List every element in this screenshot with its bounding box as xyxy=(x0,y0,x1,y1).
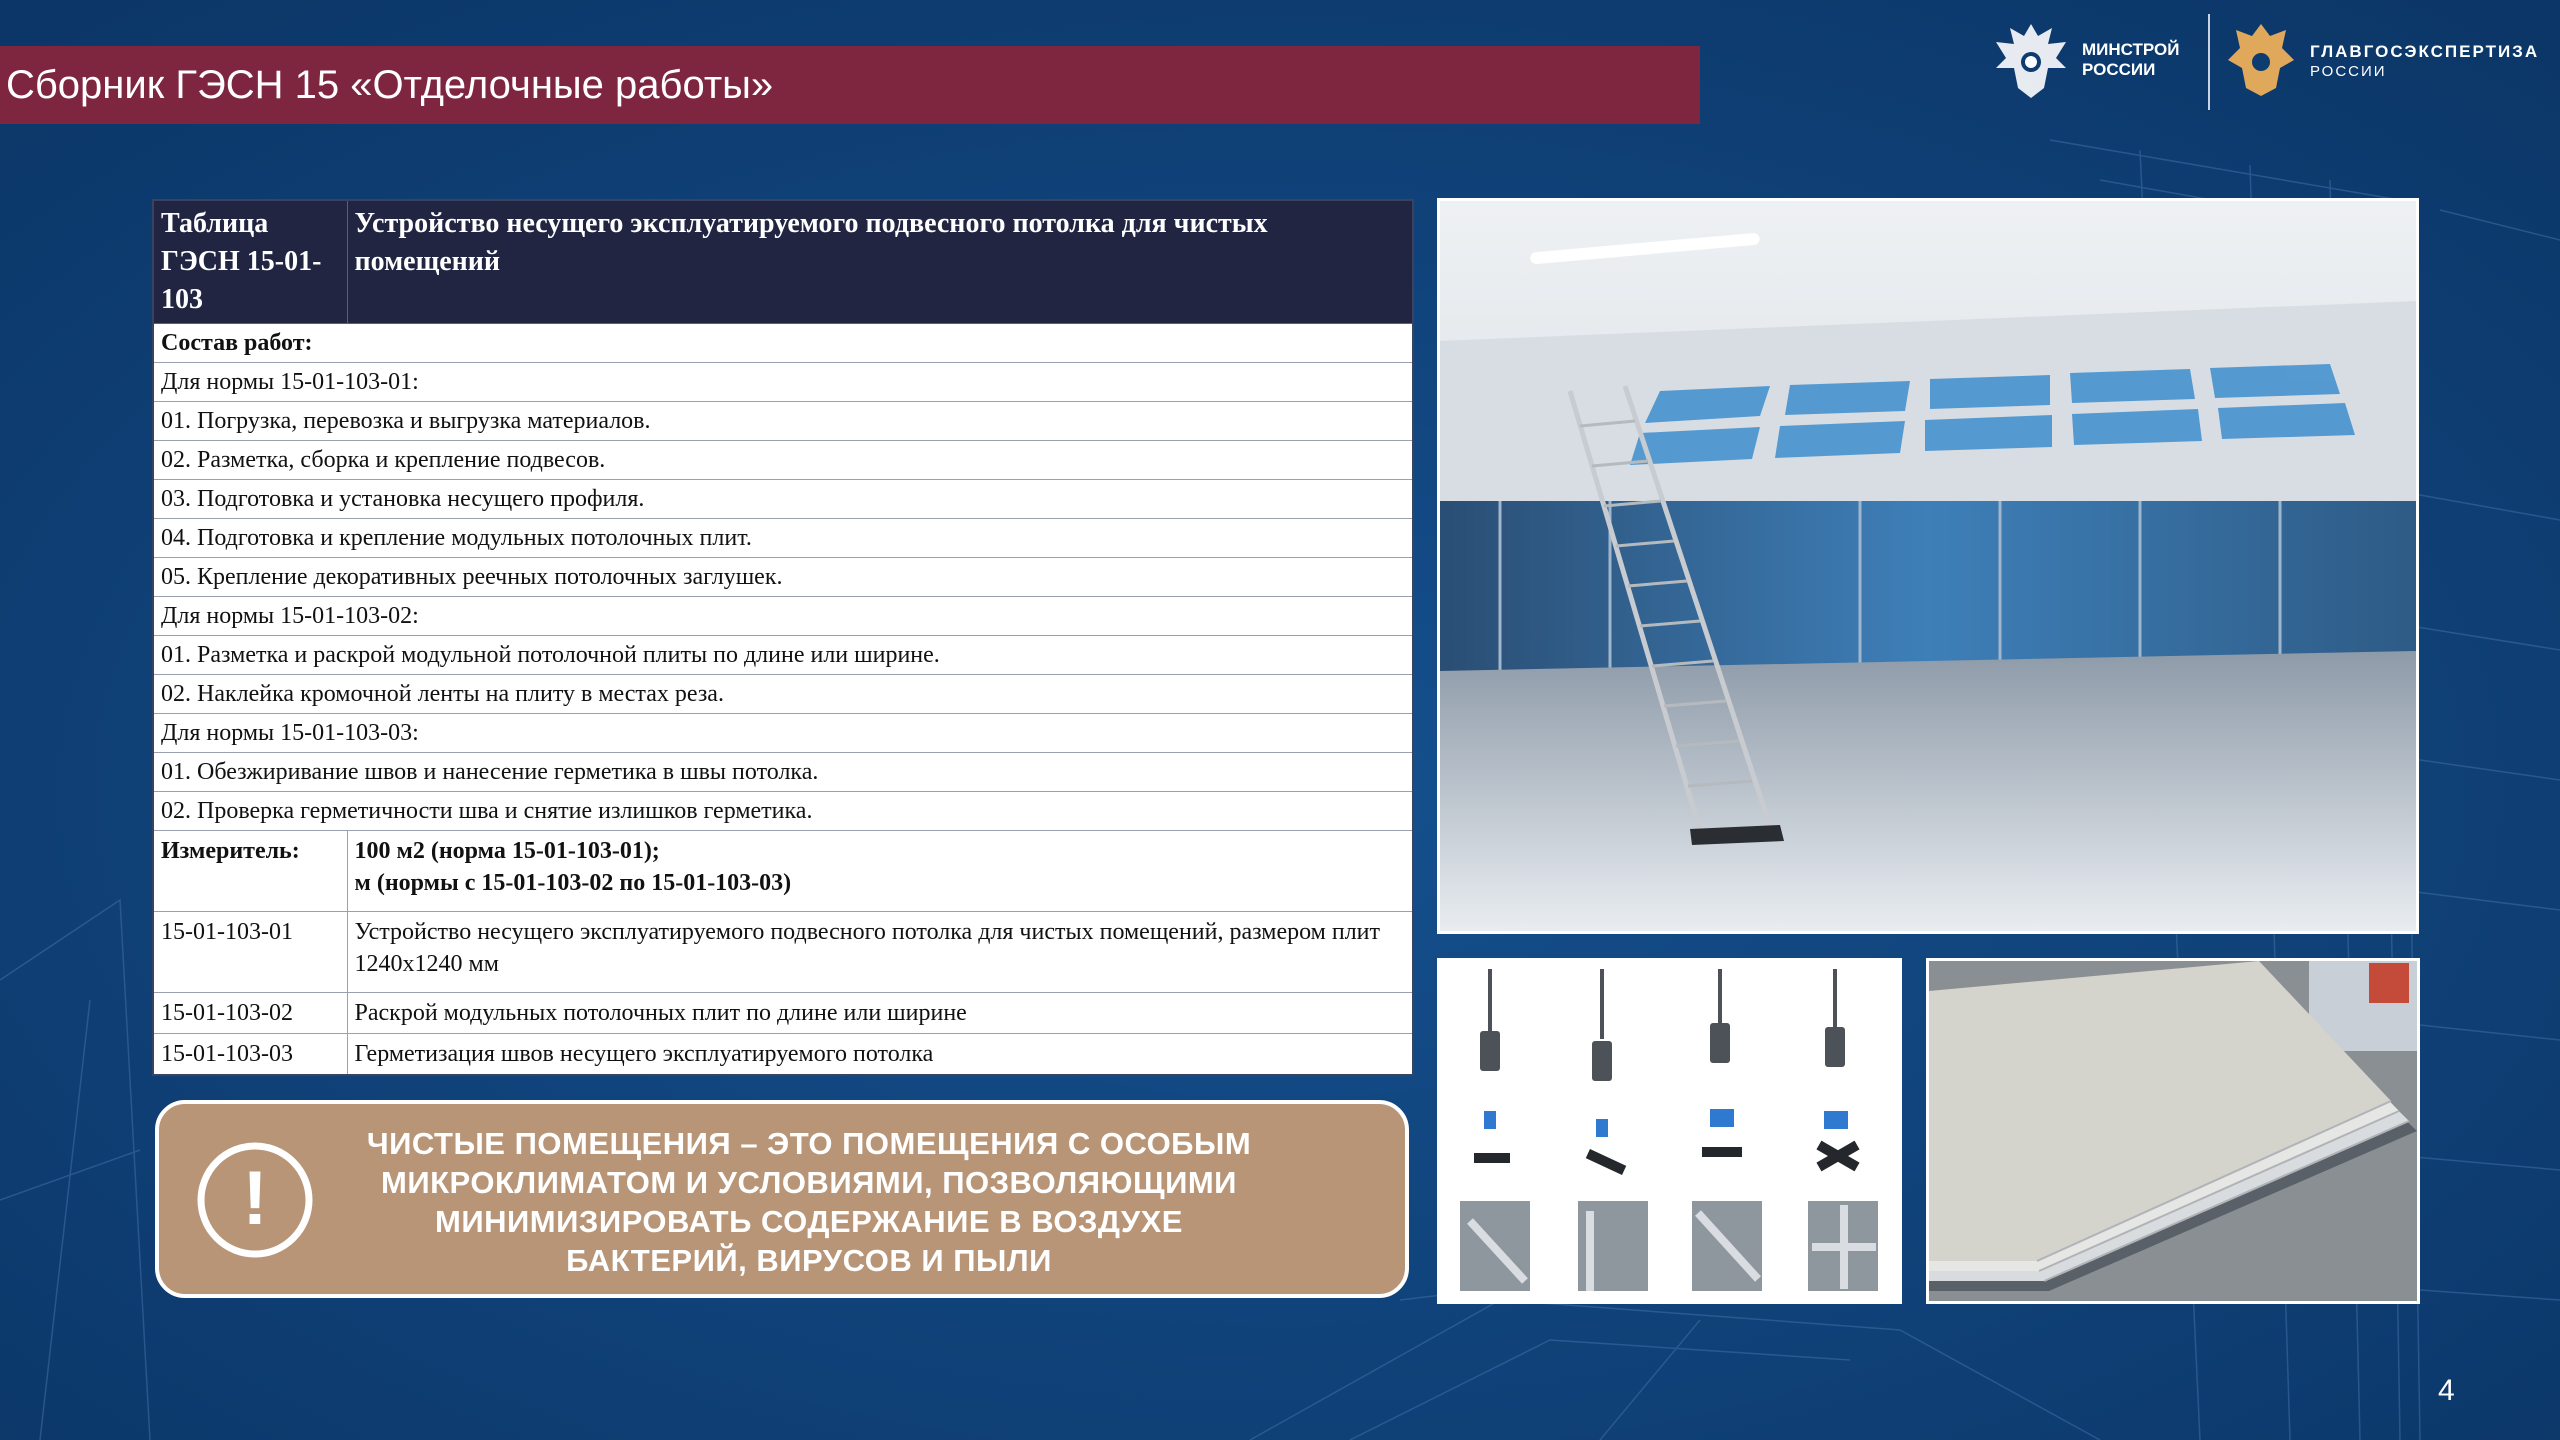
meter-row xyxy=(153,831,1413,912)
composition-label: Состав работ: xyxy=(153,324,1413,363)
meter-line2: м (нормы с 15-01-103-02 по 15-01-103-03) xyxy=(354,870,792,896)
work-row: 02. Наклейка кромочной ленты на плиту в местах реза. xyxy=(153,675,1413,714)
logo-block xyxy=(1990,14,2550,114)
note-text xyxy=(309,1124,1309,1280)
work-row: 01. Погрузка, перевозка и выгрузка материалов. xyxy=(153,402,1413,441)
work-row: Для нормы 15-01-103-01: xyxy=(153,363,1413,402)
cleanroom-photo xyxy=(1437,198,2419,934)
work-row: 02. Проверка герметичности шва и снятие излишков герметика. xyxy=(153,792,1413,831)
norm-desc: Раскрой модульных потолочных плит по длине или ширине xyxy=(347,993,1413,1034)
exclamation-icon xyxy=(195,1140,315,1260)
work-row: 01. Разметка и раскрой модульной потолочной плиты по длине или ширине. xyxy=(153,636,1413,675)
table-label-cell xyxy=(153,200,347,324)
norm-row xyxy=(153,993,1413,1034)
expertise-emblem-icon xyxy=(2226,20,2296,100)
norms-table xyxy=(152,199,1414,1076)
note-line2: МИКРОКЛИМАТОМ И УСЛОВИЯМИ, ПОЗВОЛЯЮЩИМИ xyxy=(381,1165,1237,1200)
work-row: 02. Разметка, сборка и крепление подвесов. xyxy=(153,441,1413,480)
work-row: 01. Обезжиривание швов и нанесение герметика в швы потолка. xyxy=(153,753,1413,792)
norm-code: 15-01-103-01 xyxy=(153,912,347,993)
note-line1: ЧИСТЫЕ ПОМЕЩЕНИЯ – ЭТО ПОМЕЩЕНИЯ С ОСОБЫМ xyxy=(366,1126,1252,1161)
page-title: Сборник ГЭСН 15 «Отделочные работы» xyxy=(0,46,1700,124)
note-line4: БАКТЕРИЙ, ВИРУСОВ И ПЫЛИ xyxy=(566,1243,1052,1278)
norm-code: 15-01-103-02 xyxy=(153,993,347,1034)
work-row: 03. Подготовка и установка несущего профиля. xyxy=(153,480,1413,519)
logo-right-line1: ГЛАВГОСЭКСПЕРТИЗА xyxy=(2310,42,2540,61)
work-row: 04. Подготовка и крепление модульных потолочных плит. xyxy=(153,519,1413,558)
norm-desc: Герметизация швов несущего эксплуатируемого потолка xyxy=(347,1034,1413,1076)
work-row: Для нормы 15-01-103-02: xyxy=(153,597,1413,636)
meter-line1: 100 м2 (норма 15-01-103-01); xyxy=(354,838,660,864)
meter-value xyxy=(347,831,1413,912)
work-row: Для нормы 15-01-103-03: xyxy=(153,714,1413,753)
note-line3: МИНИМИЗИРОВАТЬ СОДЕРЖАНИЕ В ВОЗДУХЕ xyxy=(435,1204,1183,1239)
table-title: Устройство несущего эксплуатируемого подвесного потолка для чистых помещений xyxy=(347,200,1413,324)
ceiling-panels-photo xyxy=(1926,958,2420,1304)
norm-code: 15-01-103-03 xyxy=(153,1034,347,1076)
page-number: 4 xyxy=(2438,1374,2455,1407)
logo-right-line2: РОССИИ xyxy=(2310,63,2387,80)
norm-row xyxy=(153,1034,1413,1076)
exclamation-glyph: ! xyxy=(242,1156,268,1241)
logo-left-line1: МИНСТРОЙ xyxy=(2082,40,2180,59)
norm-desc: Устройство несущего эксплуатируемого подвесного потолка для чистых помещений, размером плит 1240х1240 мм xyxy=(347,912,1413,993)
definition-note xyxy=(155,1100,1409,1298)
table-header-row xyxy=(153,200,1413,324)
meter-label: Измеритель: xyxy=(153,831,347,912)
suspension-diagram-photo xyxy=(1437,958,1902,1304)
norm-row xyxy=(153,912,1413,993)
table-label-line2: ГЭСН 15-01-103 xyxy=(161,246,322,315)
work-row: 05. Крепление декоративных реечных потолочных заглушек. xyxy=(153,558,1413,597)
eagle-emblem-icon xyxy=(1990,18,2072,102)
table-label-line1: Таблица xyxy=(161,208,269,239)
logo-left-line2: РОССИИ xyxy=(2082,60,2156,79)
logo-divider xyxy=(2208,14,2210,110)
